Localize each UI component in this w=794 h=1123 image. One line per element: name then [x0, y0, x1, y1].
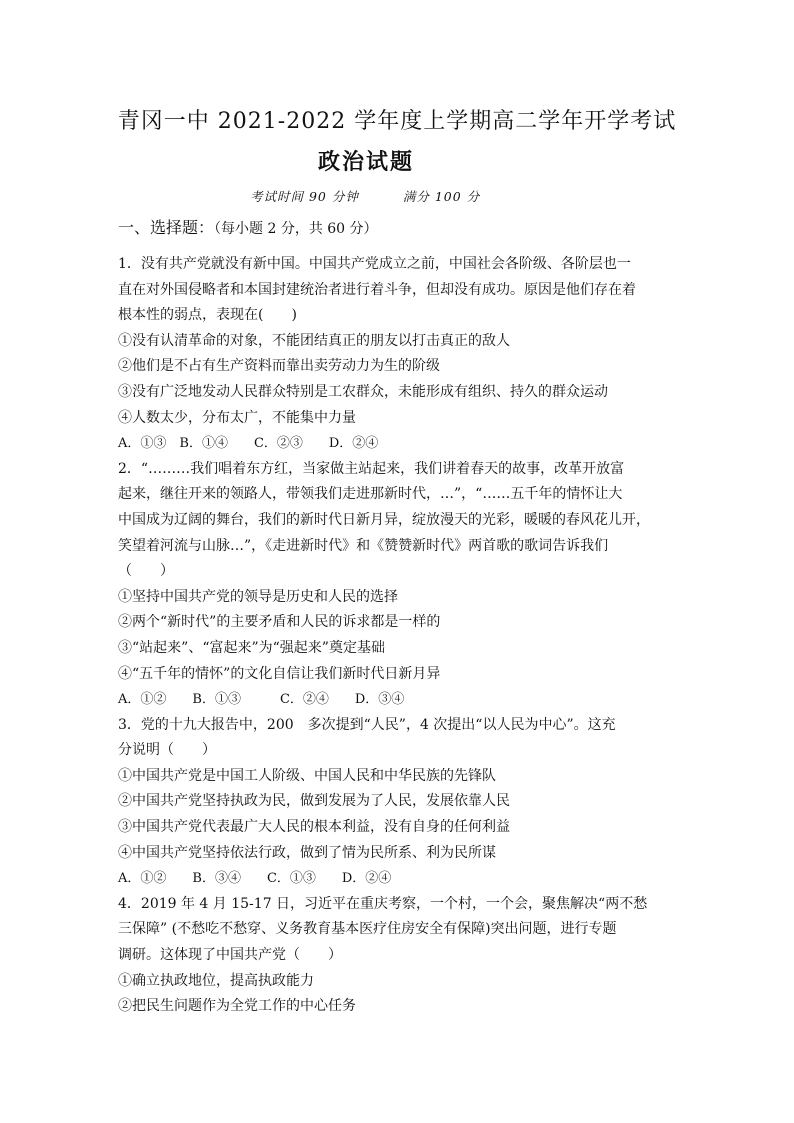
full-score: 满分 100 分 [402, 189, 481, 204]
text-line: 直在对外国侵略者和本国封建统治者进行着斗争，但却没有成功。原因是他们存在着 [118, 281, 636, 298]
option-line: ③“站起来”、“富起来”为“强起来”奠定基础 [118, 639, 385, 656]
option-line: ①确立执政地位，提高执政能力 [118, 972, 314, 989]
text-line: 根本性的弱点，表现在( ) [118, 307, 297, 324]
text-line: 3．党的十九大报告中，200 多次提到“人民”，4 次提出“以人民为中心”。这充 [118, 716, 616, 733]
exam-time: 考试时间 90 分钟 [250, 189, 359, 204]
option-line: ③没有广泛地发动人民群众特别是工农群众，未能形成有组织、持久的群众运动 [118, 383, 608, 400]
option-line: ②中国共产党坚持执政为民，做到发展为了人民，发展依靠人民 [118, 793, 510, 810]
option-line: ④人数太少，分布太广，不能集中力量 [118, 409, 356, 426]
section-heading [118, 215, 378, 238]
text-line: 分说明（ ） [118, 742, 216, 759]
exam-title: 青冈一中 2021-2022 学年度上学期高二学年开学考试 [117, 109, 677, 134]
text-line: （ ） [118, 563, 174, 580]
text-line: 笑望着河流与山脉…”，《走进新时代》和《赞赞新时代》两首歌的歌词告诉我们 [118, 537, 609, 554]
option-line: ②他们是不占有生产资料而靠出卖劳动力为生的阶级 [118, 358, 440, 375]
text-line: 起来，继往开来的领路人，带领我们走进那新时代，…”，“……五千年的情怀让大 [118, 486, 623, 503]
text-line: 4．2019 年 4 月 15-17 日，习近平在重庆考察，一个村，一个会，聚焦解决“两不愁 [118, 895, 648, 912]
answer-choices: A．①② B．①③ C．②④ D．③④ [118, 692, 405, 708]
text-line: 调研。这体现了中国共产党（ ） [118, 947, 342, 964]
text-line: 三保障” (不愁吃不愁穿、义务教育基本医疗住房安全有保障)突出问题，进行专题 [118, 921, 617, 938]
option-line: ①中国共产党是中国工人阶级、中国人民和中华民族的先锋队 [118, 767, 496, 784]
text-line: 2．“………我们唱着东方红，当家做主站起来，我们讲着春天的故事，改革开放富 [118, 460, 625, 477]
subject-title: 政治试题 [318, 149, 415, 175]
exam-info [250, 187, 480, 205]
section-note: （每小题 2 分，共 60 分） [214, 221, 378, 237]
option-line: ②把民生问题作为全党工作的中心任务 [118, 998, 356, 1015]
section-title: 一、选择题： [118, 218, 215, 237]
text-line: 1．没有共产党就没有新中国。中国共产党成立之前，中国社会各阶级、各阶层也一 [118, 256, 631, 272]
text-line: 中国成为辽阔的舞台，我们的新时代日新月异，绽放漫天的光彩，暖暖的春风花儿开， [118, 511, 650, 528]
option-line: ④“五千年的情怀”的文化自信让我们新时代日新月异 [118, 665, 441, 682]
question-body [118, 252, 690, 1020]
option-line: ③中国共产党代表最广大人民的根本利益，没有自身的任何利益 [118, 819, 510, 836]
option-line: ②两个“新时代”的主要矛盾和人民的诉求都是一样的 [118, 614, 441, 631]
answer-choices: A．①③ B．①④ C．②③ D．②④ [118, 436, 379, 452]
option-line: ①坚持中国共产党的领导是历史和人民的选择 [118, 588, 398, 605]
option-line: ①没有认清革命的对象，不能团结真正的朋友以打击真正的敌人 [118, 332, 510, 349]
option-line: ④中国共产党坚持依法行政，做到了情为民所系、利为民所谋 [118, 844, 496, 861]
answer-choices: A．①② B．③④ C．①③ D．②④ [118, 871, 392, 887]
